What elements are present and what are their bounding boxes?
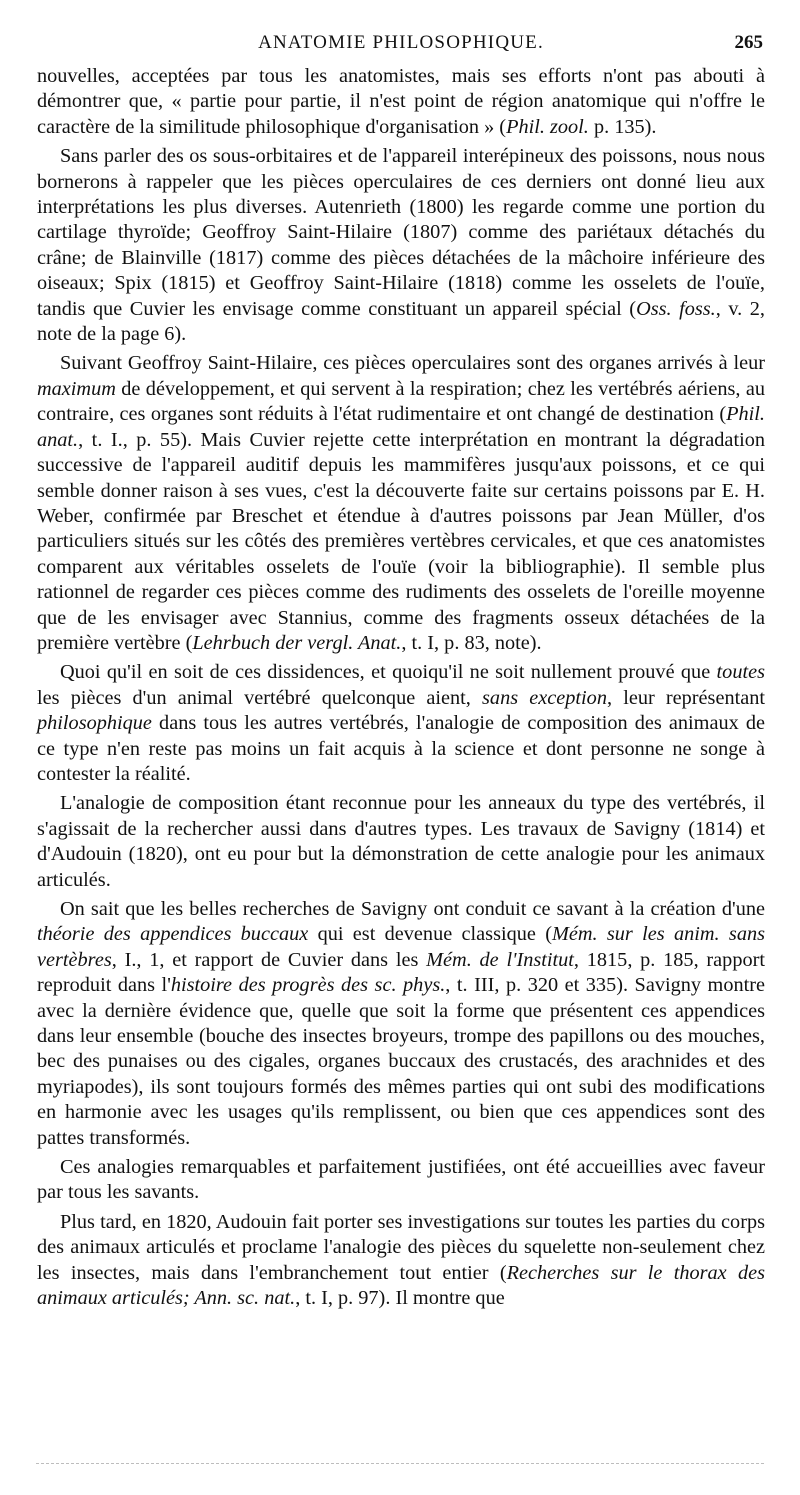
text-run: qui est devenue classique ( (308, 923, 552, 946)
italic-text: Phil. anat. (37, 403, 765, 451)
paragraph (37, 1155, 765, 1206)
text-run: , t. I, p. 97). Il montre que (295, 1287, 505, 1310)
text-run: Quoi qu'il en soit de ces dissidences, et quoiqu'il ne soit nullement prouvé que (60, 661, 717, 684)
footer-dotted-rule (36, 1463, 764, 1464)
page-header (37, 28, 765, 58)
paragraph (37, 791, 765, 893)
italic-text: Lehrbuch der vergl. Anat. (192, 631, 402, 654)
paragraph (37, 1210, 765, 1312)
body-text (37, 64, 765, 1312)
text-run: , I., 1, et rapport de Cuvier dans les (111, 948, 427, 971)
italic-text: Mém. de l'Institut (426, 948, 574, 971)
paragraph (37, 144, 765, 347)
italic-text: Mém. sur les anim. sans vertèbres (37, 923, 765, 971)
italic-text: toutes (716, 661, 765, 684)
running-title: ANATOMIE PHILOSOPHIQUE. (258, 32, 544, 53)
paragraph (37, 351, 765, 656)
text-run: , t. III, p. 320 et 335). Savigny montre avec la dernière évidence que, quelle que soit la forme que présentent ces appendices dans leur ensemble (bouche des insectes broyeurs, trompe des papillons ou des mouches, bec des punaises ou des cigales, organes buccaux des crustacés, des arachnides et des myriapodes), ils sont toujours formés des mêmes parties qui ont subi des modifications en harmonie avec les usages qu'ils remplissent, ou bien que ces appendices sont des pattes transformés. (37, 974, 765, 1149)
text-run: p. 135). (588, 115, 657, 138)
text-run: dans tous les autres vertébrés, l'analogie de composition des animaux de ce type n'en reste pas moins un fait acquis à la science et dont personne ne songe à contester la réalité. (37, 712, 765, 785)
paragraph (37, 64, 765, 140)
italic-text: Oss. foss. (636, 297, 716, 320)
italic-text: sans exception (482, 686, 607, 709)
text-run: Sans parler des os sous-orbitaires et de l'appareil interépineux des poissons, nous nous bornerons à rappeler que les pièces operculaires de ces derniers ont donné lieu aux interprétations les plus diverses. Autenrieth (1800) les regarde comme une portion du cartilage thyroïde; Geoffroy Saint-Hilaire (1807) comme des pariétaux détachés du crâne; de Blainville (1817) comme des pièces détachées de la mâchoire inférieure des oiseaux; Spix (1815) et Geoffroy Saint-Hilaire (1818) comme les osselets de l'ouïe, tandis que Cuvier les envisage comme constituant un appareil spécial ( (37, 145, 765, 320)
italic-text: philosophique (37, 712, 152, 735)
text-run: les pièces d'un animal vertébré quelconque aient, (37, 686, 483, 709)
text-run: L'analogie de composition étant reconnue pour les anneaux du type des vertébrés, il s'agissait de la rechercher aussi dans d'autres types. Les travaux de Savigny (1814) et d'Audouin (1820), ont eu pour but la démonstration de cette analogie pour les animaux articulés. (37, 792, 765, 891)
text-run: Ces analogies remarquables et parfaitement justifiées, ont été accueillies avec faveur par tous les savants. (37, 1156, 765, 1204)
text-run: , t. I., p. 55). Mais Cuvier rejette cette interprétation en montrant la dégradation successive de l'appareil auditif depuis les mammifères jusqu'aux poissons, et ce qui semble donner raison à ses vues, c'est la découverte faite sur certains poissons par E. H. Weber, confirmée par Breschet et étendue à d'autres poissons par Jean Müller, d'os particuliers situés sur les côtés des premières vertèbres cervicales, et que ces anatomistes comparent aux véritables osselets de l'ouïe (voir la bibliographie). Il semble plus rationnel de regarder ces pièces comme des rudiments des osselets de l'oreille moyenne que de les envisager avec Stannius, comme des fragments osseux détachées de la première vertèbre ( (37, 428, 765, 654)
text-run: , v. 2, note de la page 6). (37, 297, 765, 346)
paragraph (37, 897, 765, 1151)
text-run: de développement, et qui servent à la respiration; chez les vertébrés aériens, au contraire, ces organes sont réduits à l'état rudimentaire et ont changé de destination ( (37, 377, 765, 426)
italic-text: Phil. zool. (506, 115, 589, 138)
text-run: Suivant Geoffroy Saint-Hilaire, ces pièces operculaires sont des organes arrivés à leur (60, 352, 765, 375)
text-run: , 1815, p. 185, rapport reproduit dans l' (37, 948, 765, 997)
text-run: , leur représentant (606, 686, 766, 709)
italic-text: Recherches sur le thorax des animaux articulés; Ann. sc. nat. (37, 1261, 765, 1310)
paragraph (37, 660, 765, 787)
text-run: On sait que les belles recherches de Savigny ont conduit ce savant à la création d'une (60, 898, 765, 920)
text-run: Plus tard, en 1820, Audouin fait porter ses investigations sur toutes les parties du corps des animaux articulés et proclame l'analogie des pièces du squelette non-seulement chez les insectes, mais dans l'embranchement tout entier ( (37, 1210, 765, 1284)
italic-text: histoire des progrès des sc. phys. (170, 974, 446, 997)
text-run: nouvelles, acceptées par tous les anatomistes, mais ses efforts n'ont pas abouti à démontrer que, « partie pour partie, il n'est point de région anatomique qui n'offre le caractère de la similitude philosophique d'organisation » ( (37, 65, 765, 138)
page-number: 265 (734, 32, 763, 53)
italic-text: théorie des appendices buccaux (37, 923, 309, 946)
italic-text: maximum (37, 377, 116, 400)
text-run: , t. I, p. 83, note). (401, 631, 542, 654)
